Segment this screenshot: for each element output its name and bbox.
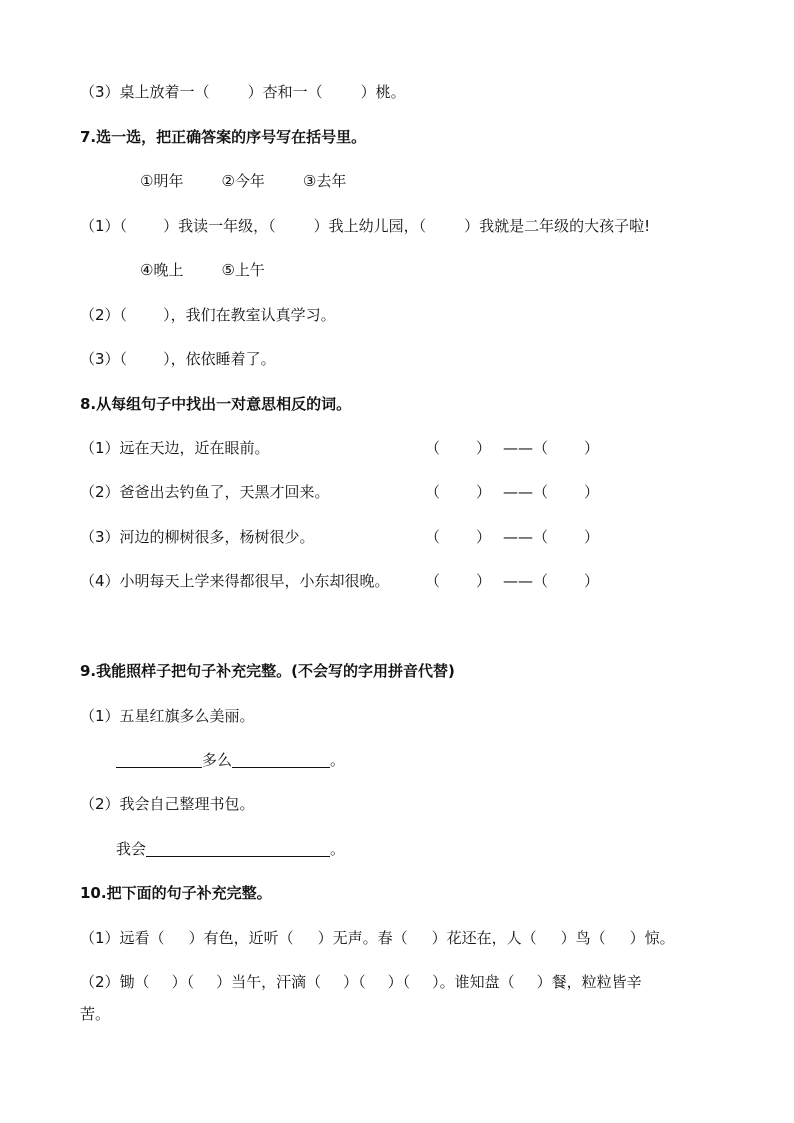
blank-line[interactable] bbox=[232, 751, 330, 768]
blank-line[interactable] bbox=[116, 751, 202, 768]
q9-fill-line-2: 我会 。 bbox=[116, 840, 346, 858]
q10-item-2: （2）锄（ ）（ ）当午，汗滴（ ）（ ）（ ）。谁知盘（ ）餐，粒粒皆辛 bbox=[80, 973, 642, 991]
option-next-year: ①明年 bbox=[140, 172, 184, 190]
option-this-year: ②今年 bbox=[221, 172, 265, 190]
q8-answer-2: （ ） ——（ ） bbox=[425, 483, 600, 501]
option-last-year: ③去年 bbox=[302, 172, 347, 190]
q8-answer-3: （ ） ——（ ） bbox=[425, 528, 600, 546]
q10-title: 10.把下面的句子补充完整。 bbox=[80, 884, 272, 902]
q7-item-2: （2）（ ），我们在教室认真学习。 bbox=[80, 306, 336, 324]
q9-item-1: （1）五星红旗多么美丽。 bbox=[80, 707, 255, 725]
option-evening: ④晚上 bbox=[140, 261, 184, 279]
q10-item-2-continued: 苦。 bbox=[80, 1005, 111, 1023]
q7-options-row-1 bbox=[140, 171, 346, 191]
q7-item-1: （1）（ ）我读一年级，（ ）我上幼儿园，（ ）我就是二年级的大孩子啦! bbox=[80, 217, 651, 235]
q7-item-3: （3）（ ），依依睡着了。 bbox=[80, 350, 276, 368]
q8-answer-1: （ ） ——（ ） bbox=[425, 439, 600, 457]
q6-item-3: （3）桌上放着一（ ）杏和一（ ）桃。 bbox=[80, 83, 406, 101]
blank-line[interactable] bbox=[146, 840, 330, 857]
q9-fill-line-1: 多么 。 bbox=[116, 750, 345, 770]
q7-options-row-2 bbox=[140, 260, 265, 280]
q7-title: 7.选一选，把正确答案的序号写在括号里。 bbox=[80, 128, 367, 146]
q8-item-4: （4）小明每天上学来得都很早，小东却很晚。 bbox=[80, 572, 390, 590]
q9-title: 9.我能照样子把句子补充完整。(不会写的字用拼音代替) bbox=[80, 662, 455, 680]
q8-item-2: （2）爸爸出去钓鱼了，天黑才回来。 bbox=[80, 483, 330, 501]
q10-item-1: （1）远看（ ）有色，近听（ ）无声。春（ ）花还在，人（ ）鸟（ ）惊。 bbox=[80, 929, 675, 947]
q8-title: 8.从每组句子中找出一对意思相反的词。 bbox=[80, 395, 352, 413]
option-morning: ⑤上午 bbox=[221, 261, 265, 279]
q8-item-3: （3）河边的柳树很多，杨树很少。 bbox=[80, 528, 315, 546]
q9-item-2: （2）我会自己整理书包。 bbox=[80, 795, 255, 813]
q8-answer-4: （ ） ——（ ） bbox=[425, 572, 600, 590]
q8-item-1: （1）远在天边，近在眼前。 bbox=[80, 439, 270, 457]
